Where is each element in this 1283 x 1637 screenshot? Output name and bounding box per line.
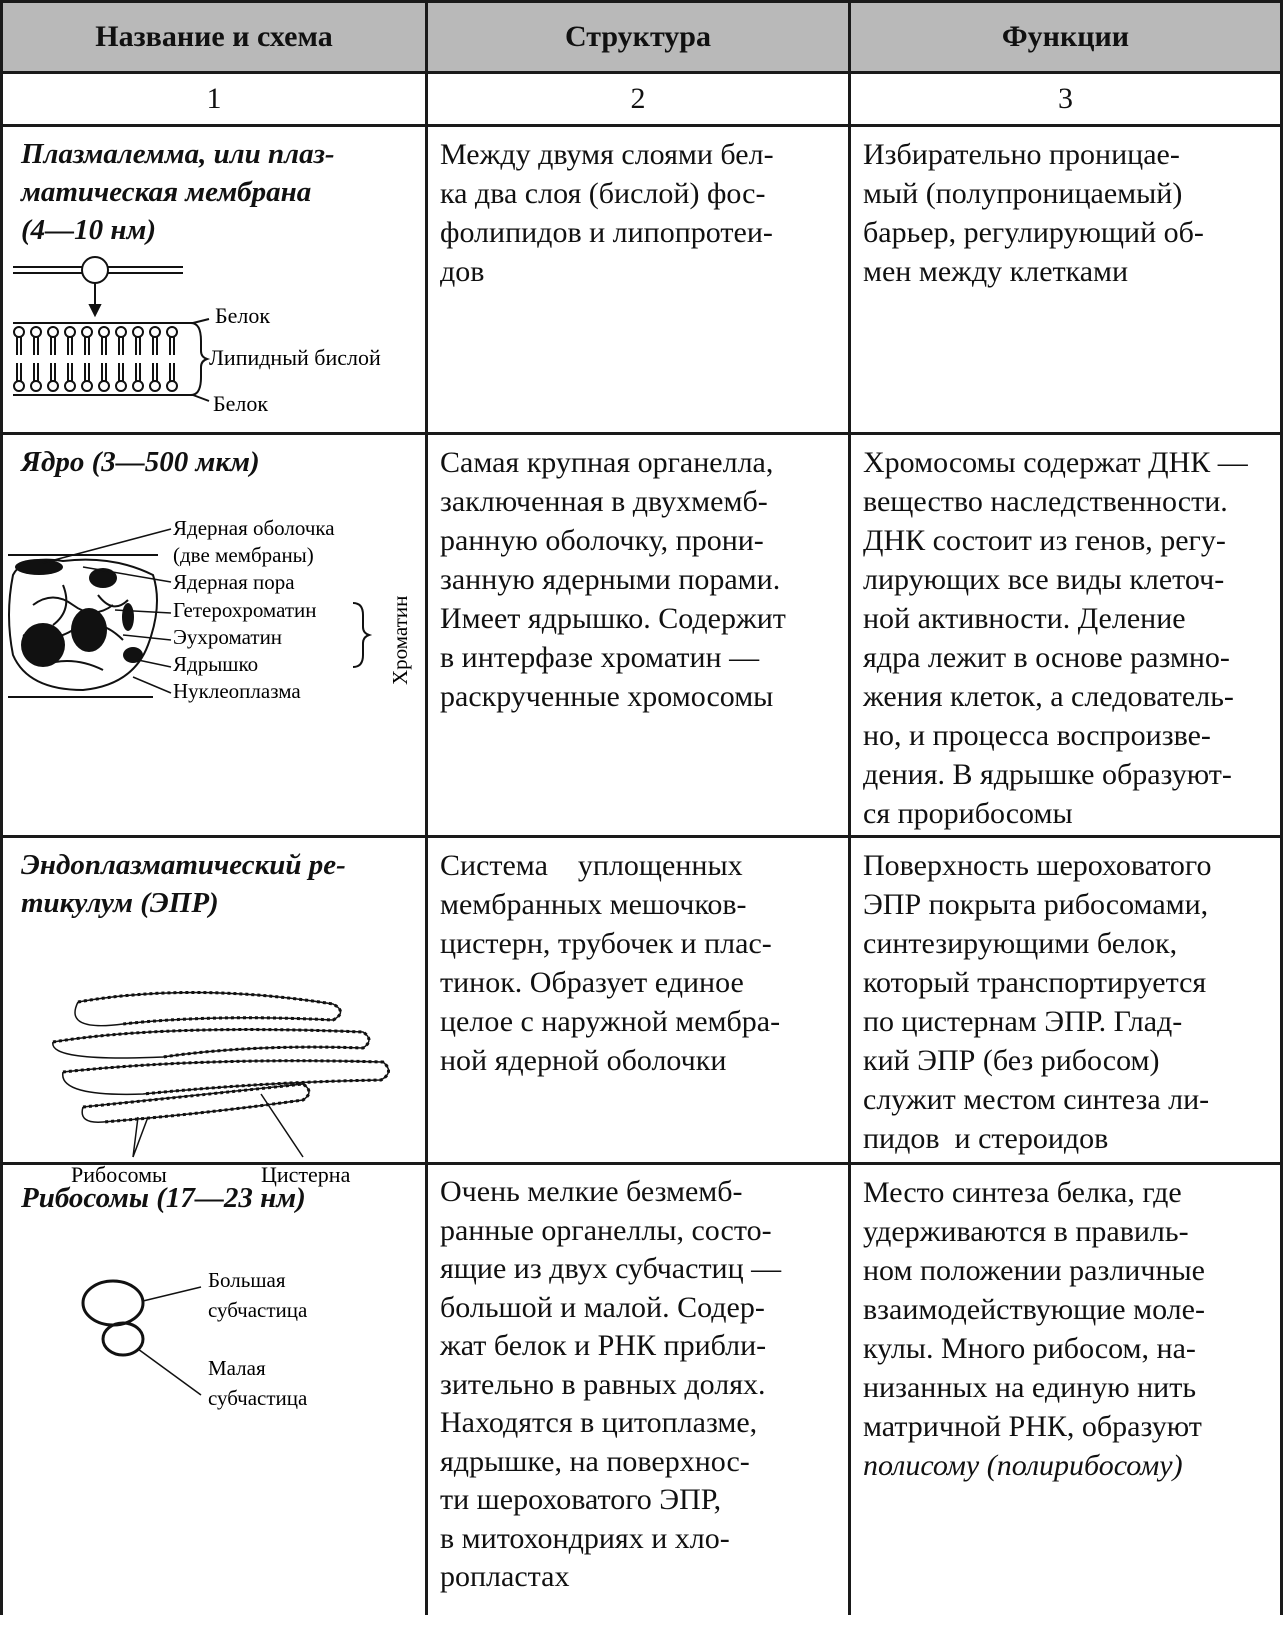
row-title <box>3 838 425 922</box>
text-line: ропластах <box>440 1560 570 1593</box>
lipid-head <box>116 381 126 391</box>
lipid-head <box>99 381 109 391</box>
lipid-head <box>167 381 177 391</box>
text-line: по цистернам ЭПР. Глад- <box>863 1005 1183 1038</box>
lipid-head <box>14 327 24 337</box>
cell-structure-nucleus <box>427 434 850 837</box>
label-euchromatin: Эухроматин <box>173 625 283 649</box>
membrane-diagram <box>3 251 423 431</box>
lipid-head <box>150 381 160 391</box>
label-small-subunit-2: субчастица <box>208 1386 308 1410</box>
text-line: Система уплощенных <box>440 849 743 882</box>
text-line: синтезирующими белок, <box>863 927 1178 960</box>
cell-name-plasmalemma <box>2 126 427 434</box>
title-line: (4—10 нм) <box>21 214 157 246</box>
lipid-head <box>65 327 75 337</box>
lipid-head <box>31 327 41 337</box>
row-title <box>3 127 425 249</box>
label-nuclear-envelope: Ядерная оболочка <box>173 516 335 540</box>
text-line: ти шероховатого ЭПР, <box>440 1483 722 1516</box>
text-line: матричной РНК, образуют <box>863 1410 1202 1443</box>
text-line: жат белок и РНК прибли- <box>440 1329 767 1362</box>
text-line: взаимодействующие моле- <box>863 1293 1205 1326</box>
structure-text <box>428 435 848 716</box>
label-nuclear-pore: Ядерная пора <box>173 570 295 594</box>
lipid-head <box>133 381 143 391</box>
title-line: матическая мембрана <box>21 176 312 208</box>
column-number-row <box>2 73 1282 126</box>
text-line: раскрученные хромосомы <box>440 680 774 713</box>
text-line: но, и процесса воспроизве- <box>863 719 1211 752</box>
text-line: цистерн, трубочек и плас- <box>440 927 772 960</box>
title-line: тикулум (ЭПР) <box>21 887 219 919</box>
lipid-head <box>116 327 126 337</box>
text-line: заключенная в двухмемб- <box>440 485 768 518</box>
table-row-nucleus <box>2 434 1282 837</box>
lipid-head <box>14 381 24 391</box>
lipid-head <box>82 327 92 337</box>
label-protein-bottom: Белок <box>213 391 269 416</box>
text-line: тинок. Образует единое <box>440 966 744 999</box>
text-line: Место синтеза белка, где <box>863 1176 1182 1209</box>
col-number-1: 1 <box>2 73 427 126</box>
nucleus-diagram <box>3 485 423 705</box>
structure-text <box>428 127 848 291</box>
text-line: мембранных мешочков- <box>440 888 747 921</box>
text-line: ящие из двух субчастиц — <box>440 1252 782 1285</box>
label-nucleoplasm: Нуклеоплазма <box>173 679 301 703</box>
lipid-head <box>48 327 58 337</box>
text-line: жения клеток, а следователь- <box>863 680 1234 713</box>
ribosome-diagram <box>3 1267 423 1467</box>
cell-structure-ribosomes <box>427 1164 850 1616</box>
text-line: дов <box>440 255 485 288</box>
text-line: барьер, регулирующий об- <box>863 216 1204 249</box>
lipid-head <box>82 381 92 391</box>
label-large-subunit-1: Большая <box>208 1268 286 1292</box>
text-line: ной активности. Деление <box>863 602 1186 635</box>
text-line: ранную оболочку, прони- <box>440 524 764 557</box>
cell-structure-er <box>427 837 850 1164</box>
text-line: ной ядерной оболочки <box>440 1044 727 1077</box>
text-line: Находятся в цитоплазме, <box>440 1406 758 1439</box>
text-line: пидов и стероидов <box>863 1122 1109 1155</box>
cell-structure-plasmalemma <box>427 126 850 434</box>
text-line: зительно в равных долях. <box>440 1367 766 1401</box>
text-line: целое с наружной мембра- <box>440 1005 781 1038</box>
text-line: Поверхность шероховатого <box>863 849 1212 882</box>
header-name-scheme: Название и схема <box>2 2 427 73</box>
col-number-3: 3 <box>850 73 1282 126</box>
title-line: Плазмалемма, или плаз- <box>21 138 335 170</box>
text-line: низанных на единую нить <box>863 1371 1197 1404</box>
text-line: кулы. Много рибосом, на- <box>863 1332 1196 1365</box>
lipid-head <box>99 327 109 337</box>
label-lipid-bilayer: Липидный бислой <box>209 345 381 370</box>
text-line: Самая крупная органелла, <box>440 446 774 479</box>
lipid-head <box>48 381 58 391</box>
text-line: служит местом синтеза ли- <box>863 1083 1210 1116</box>
text-line: в интерфазе хроматин — <box>440 641 760 674</box>
text-line: полисому (полирибосому) <box>863 1449 1183 1482</box>
row-title: Ядро (3—500 мкм) <box>21 446 260 478</box>
label-nucleolus: Ядрышко <box>173 652 259 676</box>
function-text <box>851 1165 1280 1485</box>
text-line: ся прорибосомы <box>863 797 1073 830</box>
text-line: Хромосомы содержат ДНК — <box>863 446 1248 479</box>
lipid-head <box>150 327 160 337</box>
function-text <box>851 127 1280 291</box>
text-line: ном положении различные <box>863 1254 1205 1287</box>
structure-text <box>428 1165 848 1597</box>
text-line: вещество наследственности. <box>863 485 1228 518</box>
text-line: Между двумя слоями бел- <box>440 138 774 171</box>
text-line: фолипидов и липопротеи- <box>440 216 773 249</box>
text-line: ка два слоя (бислой) фос- <box>440 177 766 210</box>
text-line: Очень мелкие безмемб- <box>440 1175 743 1208</box>
label-small-subunit-1: Малая <box>208 1356 266 1380</box>
text-line: ранные органеллы, состо- <box>440 1213 772 1247</box>
text-line: мый (полупроницаемый) <box>863 177 1183 210</box>
cell-function-plasmalemma <box>850 126 1282 434</box>
text-line: который транспортируется <box>863 966 1207 999</box>
text-line: большой и малой. Содер- <box>440 1290 765 1324</box>
text-line: дения. В ядрышке образуют- <box>863 758 1232 791</box>
text-line: ядра лежит в основе размно- <box>863 641 1230 674</box>
label-ribosomes: Рибосомы <box>71 1162 167 1187</box>
cell-function-er <box>850 837 1282 1164</box>
cell-name-er <box>2 837 427 1187</box>
function-text <box>851 435 1280 833</box>
label-protein-top: Белок <box>215 303 271 328</box>
table-row-er <box>2 837 1282 1164</box>
header-row <box>2 2 1282 73</box>
label-large-subunit-2: субчастица <box>208 1298 308 1322</box>
text-line: кий ЭПР (без рибосом) <box>863 1044 1160 1077</box>
label-chromatin: Хроматин <box>388 595 412 685</box>
er-diagram <box>3 932 423 1187</box>
text-line: Избирательно проницае- <box>863 138 1180 171</box>
cell-name-ribosomes <box>2 1164 427 1616</box>
function-text <box>851 838 1280 1158</box>
text-line: ЭПР покрыта рибосомами, <box>863 888 1209 921</box>
cell-name-nucleus <box>2 434 427 837</box>
text-line: удерживаются в правиль- <box>863 1215 1189 1248</box>
lipid-head <box>65 381 75 391</box>
row-title: Рибосомы (17—23 нм) <box>21 1182 306 1214</box>
header-functions: Функции <box>850 2 1282 73</box>
text-line: ядрышке, на поверхнос- <box>440 1444 750 1478</box>
structure-text <box>428 838 848 1080</box>
text-line: занную ядерными порами. <box>440 563 781 596</box>
cell-function-nucleus <box>850 434 1282 837</box>
label-cistern: Цистерна <box>261 1162 351 1187</box>
table-row-plasmalemma <box>2 126 1282 434</box>
lipid-head <box>31 381 41 391</box>
text-line: в митохондриях и хло- <box>440 1521 730 1555</box>
text-line: лирующих все виды клеточ- <box>863 563 1225 596</box>
header-structure: Структура <box>427 2 850 73</box>
table-row-ribosomes <box>2 1164 1282 1616</box>
text-line: Имеет ядрышко. Содержит <box>440 602 786 635</box>
lipid-head <box>167 327 177 337</box>
title-line: Эндоплазматический ре- <box>21 849 346 881</box>
col-number-2: 2 <box>427 73 850 126</box>
label-heterochromatin: Гетерохроматин <box>173 598 317 622</box>
label-two-membranes: (две мембраны) <box>173 543 314 567</box>
text-line: мен между клетками <box>863 255 1129 288</box>
cell-function-ribosomes <box>850 1164 1282 1616</box>
lipid-head <box>133 327 143 337</box>
text-line: ДНК состоит из генов, регу- <box>863 524 1226 557</box>
